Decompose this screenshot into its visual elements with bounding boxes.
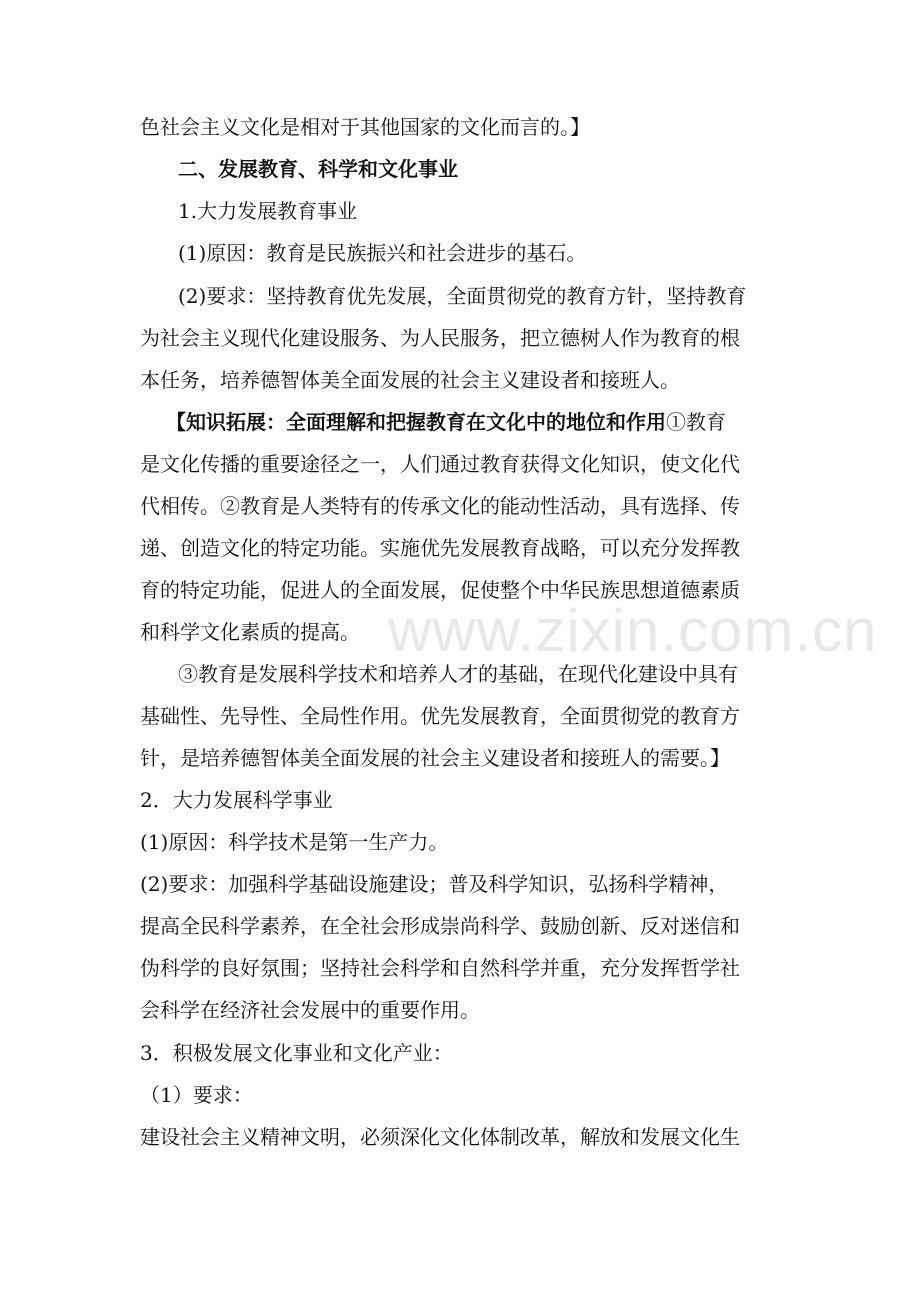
- paragraph-line: (1)原因：科学技术是第一生产力。: [140, 830, 449, 854]
- knowledge-extension-line: [166, 407, 806, 437]
- paragraph-line: 色社会主义文化是相对于其他国家的文化而言的。】: [140, 115, 590, 139]
- paragraph-line: 递、创造文化的特定功能。实施优先发展教育战略，可以充分发挥教: [140, 536, 740, 560]
- paragraph-line: 基础性、先导性、全局性作用。优先发展教育，全面贯彻党的教育方: [140, 704, 740, 728]
- paragraph-line: 为社会主义现代化建设服务、为人民服务，把立德树人作为教育的根: [140, 326, 740, 350]
- section-heading: 二、发展教育、科学和文化事业: [178, 157, 458, 181]
- paragraph-line: 提高全民科学素养，在全社会形成崇尚科学、鼓励创新、反对迷信和: [140, 914, 740, 938]
- knowledge-extension-heading: 【知识拓展：全面理解和把握教育在文化中的地位和作用: [166, 410, 666, 434]
- paragraph-line: 代相传。②教育是人类特有的传承文化的能动性活动，具有选择、传: [140, 494, 740, 518]
- paragraph-line: 本任务，培养德智体美全面发展的社会主义建设者和接班人。: [140, 368, 680, 392]
- paragraph-line: ③教育是发展科学技术和培养人才的基础，在现代化建设中具有: [178, 662, 738, 686]
- paragraph-line: （1）要求：: [140, 1083, 253, 1107]
- paragraph-line: 育的特定功能，促进人的全面发展，促使整个中华民族思想道德素质: [140, 578, 740, 602]
- paragraph-line: 会科学在经济社会发展中的重要作用。: [140, 998, 480, 1022]
- paragraph-line: 针，是培养德智体美全面发展的社会主义建设者和接班人的需要。】: [140, 746, 730, 770]
- subsection-heading: 2．大力发展科学事业: [140, 788, 333, 812]
- paragraph-line: (2)要求：坚持教育优先发展，全面贯彻党的教育方针，坚持教育: [178, 284, 747, 308]
- paragraph-line: (2)要求：加强科学基础设施建设；普及科学知识，弘扬科学精神，: [140, 872, 729, 896]
- subsection-heading: 1.大力发展教育事业: [178, 199, 358, 223]
- paragraph-line: 伪科学的良好氛围；坚持社会科学和自然科学并重，充分发挥哲学社: [140, 956, 740, 980]
- paragraph-line: 和科学文化素质的提高。: [140, 620, 360, 644]
- paragraph-line: (1)原因：教育是民族振兴和社会进步的基石。: [178, 241, 587, 265]
- subsection-heading: 3．积极发展文化事业和文化产业：: [140, 1041, 453, 1065]
- watermark: www.zixin.com.cn: [388, 597, 878, 664]
- paragraph-line: 建设社会主义精神文明，必须深化文化体制改革，解放和发展文化生: [140, 1125, 740, 1149]
- paragraph-line: 是文化传播的重要途径之一，人们通过教育获得文化知识，使文化代: [140, 452, 740, 476]
- paragraph-text: ①教育: [666, 410, 726, 434]
